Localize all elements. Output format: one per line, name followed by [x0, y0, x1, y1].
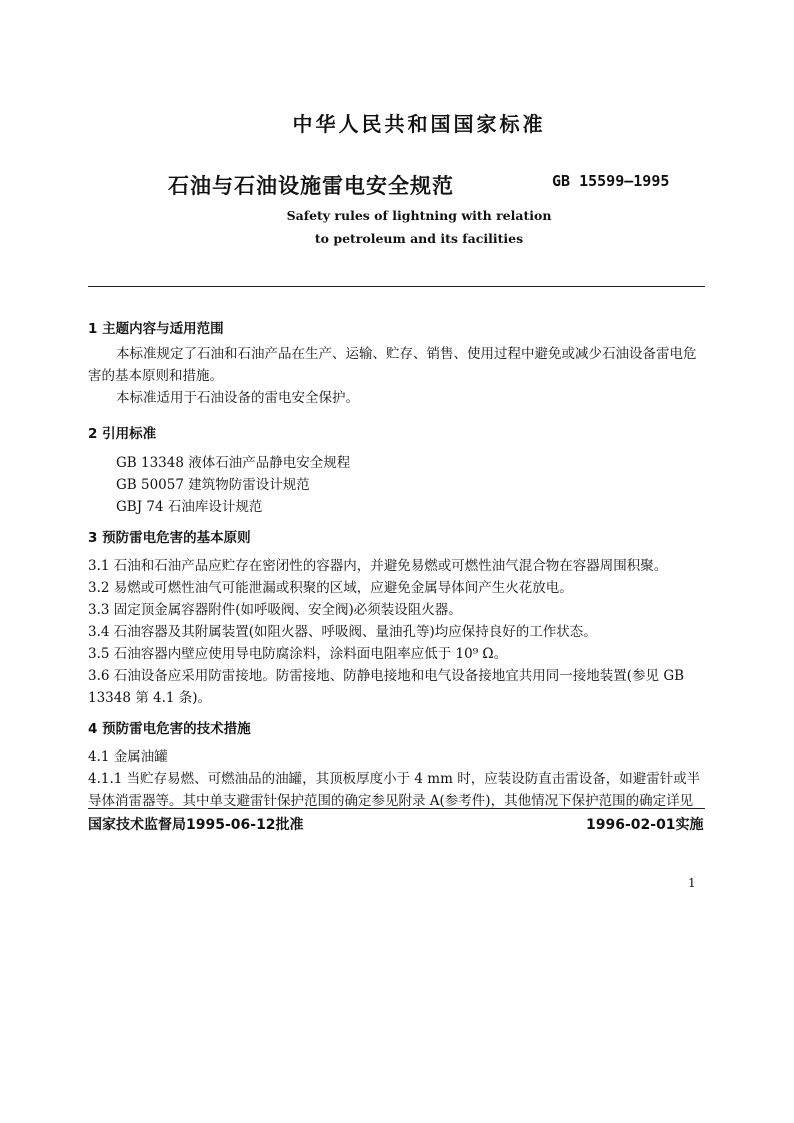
reference-item: GB 13348 液体石油产品静电安全规程 — [116, 455, 351, 471]
section-1-heading: 1 主题内容与适用范围 — [88, 321, 224, 337]
effective-date: 1996-02-01实施 — [586, 817, 704, 833]
english-title-line-2: to petroleum and its facilities — [314, 231, 524, 246]
clause-3-5: 3.5 石油容器内壁应使用导电防腐涂料，涂料面电阻率应低于 10⁹ Ω。 — [88, 646, 508, 662]
clause-3-1: 3.1 石油和石油产品应贮存在密闭性的容器内，并避免易燃或可燃性油气混合物在容器周围积聚。 — [88, 558, 668, 574]
section-2-heading: 2 引用标准 — [88, 426, 157, 442]
section-4-heading: 4 预防雷电危害的技术措施 — [88, 721, 251, 737]
clause-3-3: 3.3 固定顶金属容器附件(如呼吸阀、安全阀)必须装设阻火器。 — [88, 602, 462, 618]
approval-date: 国家技术监督局1995-06-12批准 — [88, 817, 304, 833]
section-3-heading: 3 预防雷电危害的基本原则 — [88, 530, 251, 546]
english-title-line-1: Safety rules of lightning with relation — [286, 208, 552, 223]
subsection-4-1-heading: 4.1 金属油罐 — [88, 749, 168, 765]
clause-3-2: 3.2 易燃或可燃性油气可能泄漏或积聚的区域，应避免金属导体间产生火花放电。 — [88, 580, 573, 596]
section-1-paragraph-1: 本标准规定了石油和石油产品在生产、运输、贮存、销售、使用过程中避免或减少石油设备雷电危害的基本原则和措施。 — [88, 346, 697, 384]
reference-item: GB 50057 建筑物防雷设计规范 — [116, 477, 310, 493]
page-number: 1 — [688, 876, 696, 890]
document-title: 石油与石油设施雷电安全规范 — [168, 174, 454, 198]
reference-item: GBJ 74 石油库设计规范 — [116, 499, 263, 515]
header-divider — [88, 286, 705, 287]
clause-4-1-1: 4.1.1 当贮存易燃、可燃油品的油罐，其顶板厚度小于 4 mm 时，应装设防直击雷设备，如避雷针或半导体消雷器等。其中单支避雷针保护范围的确定参见附录 A(参考件)，其他情况下保护范围的确定详见 — [88, 771, 701, 808]
clause-3-4: 3.4 石油容器及其附属装置(如阻火器、呼吸阀、量油孔等)均应保持良好的工作状态。 — [88, 624, 597, 640]
section-1-paragraph-2: 本标准适用于石油设备的雷电安全保护。 — [116, 390, 359, 406]
standard-code: GB 15599—1995 — [552, 172, 670, 190]
clause-3-6: 3.6 石油设备应采用防雷接地。防雷接地、防静电接地和电气设备接地宜共用同一接地装置(参见 GB 13348 第 4.1 条)。 — [88, 668, 685, 706]
footer-divider — [88, 808, 705, 809]
national-standard-heading: 中华人民共和国国家标准 — [292, 112, 546, 136]
